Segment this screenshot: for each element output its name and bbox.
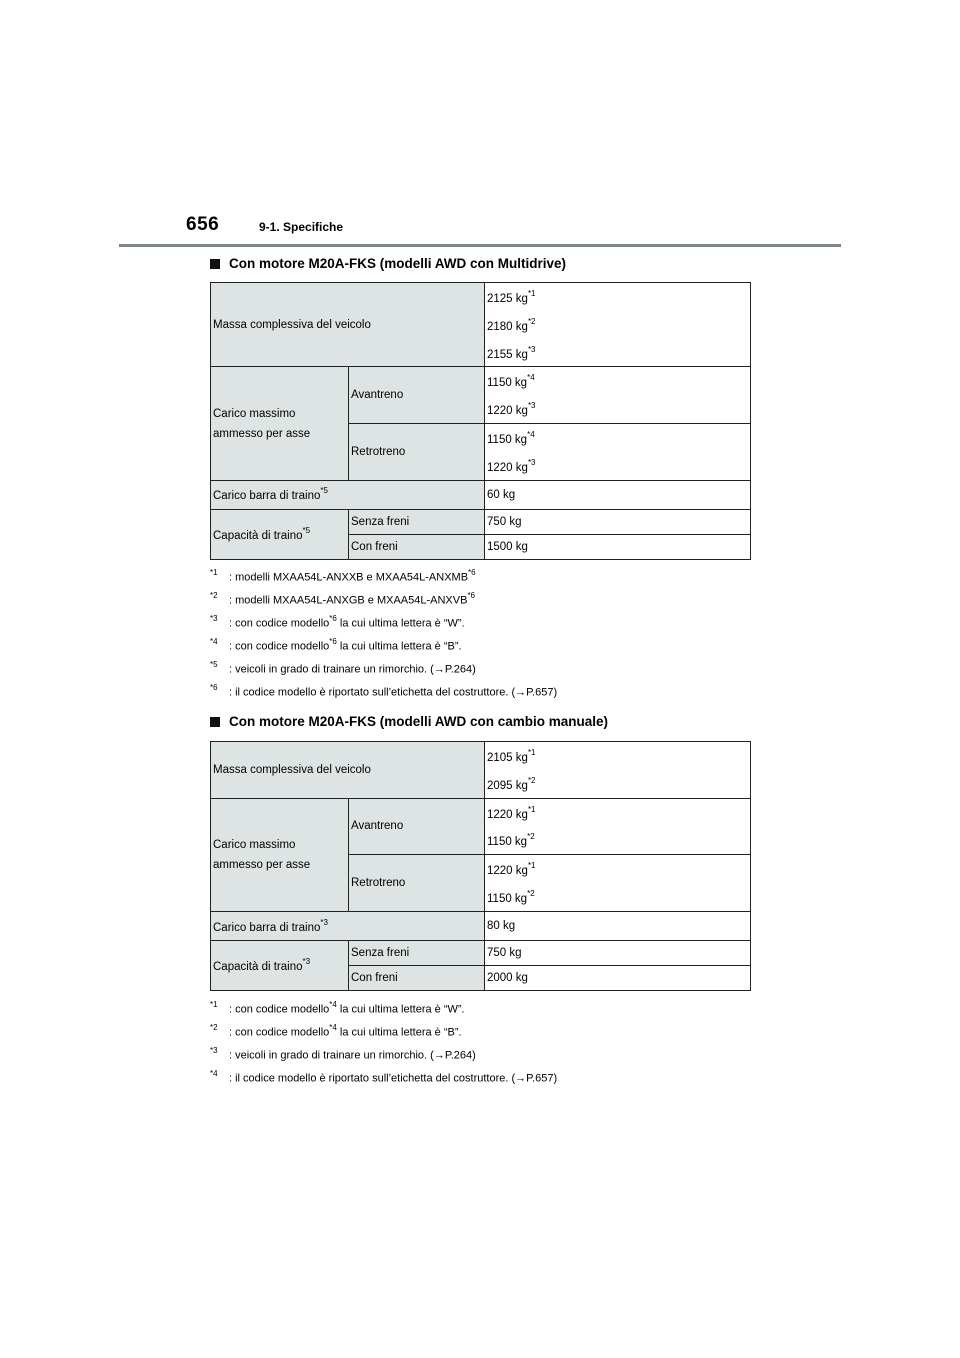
footnote-ref: *1 — [527, 748, 536, 757]
tow-bar-label: Carico barra di traino$^{*5}$ — [211, 480, 485, 509]
footnote-text: la cui ultima lettera è “B”. — [336, 1026, 462, 1039]
axle-label-line: ammesso per asse — [213, 427, 311, 440]
tow-bar-row — [211, 911, 751, 940]
footnote-text: la cui ultima lettera è “W”. — [336, 617, 465, 630]
axle-value: 1150 kg — [487, 377, 528, 390]
front-axle-row — [211, 367, 751, 424]
footnote-text: : veicoli in grado di trainare un rimorchio. ( — [229, 1049, 434, 1062]
footnote — [210, 677, 557, 700]
section2-heading — [210, 714, 608, 729]
footnote-mark: *6 — [210, 683, 218, 692]
no-brakes-label: Senza freni — [349, 509, 485, 534]
axle-value: 1150 kg — [487, 892, 528, 905]
arrow-right-icon: → — [433, 663, 445, 676]
footnote-mark: *4 — [210, 1069, 218, 1078]
footnote-text: : con codice modello — [229, 640, 330, 653]
axle-label-line: ammesso per asse — [213, 858, 311, 871]
towing-no-brakes-row — [211, 509, 751, 534]
footnote — [210, 562, 557, 585]
footnote — [210, 1063, 557, 1086]
rear-axle-label: Retrotreno — [349, 855, 485, 912]
page-reference-link[interactable]: P.264) — [444, 663, 476, 676]
footnote-ref: *3 — [320, 917, 328, 927]
no-brakes-value: 750 kg — [485, 509, 751, 534]
section2-title: Con motore M20A-FKS (modelli AWD con cambio manuale) — [229, 714, 609, 729]
tow-bar-label: Carico barra di traino$^{*3}$ — [211, 911, 485, 940]
footnote-text: : il codice modello è riportato sull’etichetta del costruttore. ( — [229, 1072, 516, 1085]
axle-value: 1150 kg — [487, 836, 528, 849]
mass-values — [485, 283, 751, 367]
mass-value: 2095 kg — [487, 779, 528, 792]
brakes-label: Con freni — [349, 965, 485, 990]
footnote — [210, 608, 557, 631]
tow-bar-value: 80 kg — [485, 911, 751, 940]
footnote-ref: *4 — [329, 1000, 337, 1009]
section1-heading — [210, 256, 566, 271]
mass-values — [485, 742, 751, 799]
section-label: 9-1. Specifiche — [259, 220, 344, 234]
mass-value: 2125 kg — [487, 292, 528, 305]
tow-bar-value: 60 kg — [485, 480, 751, 509]
footnote-ref: *5 — [320, 486, 328, 496]
footnote-ref: *2 — [527, 832, 535, 842]
footnote-text: : modelli MXAA54L-ANXXB e MXAA54L-ANXMB — [229, 571, 469, 584]
axle-label-line: Carico massimo — [213, 838, 296, 851]
section1-footnotes — [210, 562, 557, 700]
footnote-ref: *3 — [302, 957, 311, 967]
footnote-ref: *6 — [329, 614, 337, 623]
page-reference-link[interactable]: P.657) — [526, 686, 558, 699]
axle-load-label — [211, 367, 349, 480]
footnote — [210, 1040, 557, 1063]
footnote-text: la cui ultima lettera è “B”. — [336, 640, 462, 653]
section2-spec-table — [210, 741, 751, 991]
no-brakes-label: Senza freni — [349, 940, 485, 965]
footnote-ref: *5 — [302, 525, 311, 535]
footnote-text: : il codice modello è riportato sull’etichetta del costruttore. ( — [229, 686, 516, 699]
footnote-text: : con codice modello — [229, 617, 330, 630]
bullet-square-icon — [210, 259, 220, 269]
footnote-mark: *3 — [210, 1046, 218, 1055]
footnote-ref: *3 — [527, 457, 536, 467]
mass-label: Massa complessiva del veicolo — [211, 742, 485, 799]
section2-footnotes — [210, 994, 557, 1086]
footnote-ref: *6 — [467, 591, 475, 600]
axle-value: 1150 kg — [487, 433, 528, 446]
footnote-mark: *3 — [210, 614, 218, 623]
section1-spec-table — [210, 282, 751, 560]
towing-no-brakes-row — [211, 940, 751, 965]
axle-load-label — [211, 798, 349, 911]
header-rule — [119, 244, 841, 247]
brakes-label: Con freni — [349, 534, 485, 559]
page-reference-link[interactable]: P.264) — [444, 1049, 476, 1062]
axle-value: 1220 kg — [487, 405, 528, 418]
rear-axle-values — [485, 424, 751, 481]
footnote-ref: *2 — [527, 775, 536, 785]
mass-value: 2155 kg — [487, 348, 528, 361]
footnote-ref: *1 — [527, 861, 536, 871]
footnote-ref: *4 — [329, 1023, 337, 1032]
mass-value: 2180 kg — [487, 320, 528, 333]
footnote-ref: *4 — [527, 373, 535, 383]
footnote-text: la cui ultima lettera è “W”. — [336, 1003, 465, 1016]
footnote-ref: *6 — [329, 637, 337, 646]
footnote-text: : veicoli in grado di trainare un rimorchio. ( — [229, 663, 434, 676]
axle-label-line: Carico massimo — [213, 407, 296, 420]
footnote — [210, 1017, 557, 1040]
footnote — [210, 654, 557, 677]
tow-bar-row — [211, 480, 751, 509]
front-axle-row — [211, 798, 751, 855]
footnote-ref: *2 — [527, 316, 536, 326]
footnote-ref: *3 — [527, 344, 536, 354]
footnote-mark: *5 — [210, 660, 218, 669]
arrow-right-icon: → — [515, 1072, 527, 1085]
mass-value: 2105 kg — [487, 751, 528, 764]
mass-row — [211, 742, 751, 799]
footnote-text: : con codice modello — [229, 1003, 330, 1016]
arrow-right-icon: → — [433, 1049, 445, 1062]
section1-title: Con motore M20A-FKS (modelli AWD con Multidrive) — [229, 256, 567, 271]
rear-axle-values — [485, 855, 751, 912]
axle-value: 1220 kg — [487, 808, 528, 821]
front-axle-values — [485, 798, 751, 855]
footnote — [210, 585, 557, 608]
footnote-ref: *6 — [468, 568, 476, 577]
footnote-text: : con codice modello — [229, 1026, 330, 1039]
footnote-mark: *4 — [210, 637, 218, 646]
footnote-ref: *1 — [527, 804, 536, 814]
front-axle-label: Avantreno — [349, 798, 485, 855]
mass-label: Massa complessiva del veicolo — [211, 283, 485, 367]
footnote-mark: *2 — [210, 591, 218, 600]
footnote-ref: *2 — [527, 889, 535, 899]
footnote-ref: *3 — [527, 401, 536, 411]
bullet-square-icon — [210, 717, 220, 727]
footnote-ref: *1 — [527, 289, 536, 298]
rear-axle-label: Retrotreno — [349, 424, 485, 481]
brakes-value: 2000 kg — [485, 965, 751, 990]
footnote — [210, 631, 557, 654]
footnote-mark: *1 — [210, 1000, 218, 1009]
footnote-ref: *4 — [527, 430, 535, 440]
page-reference-link[interactable]: P.657) — [526, 1072, 558, 1085]
brakes-value: 1500 kg — [485, 534, 751, 559]
mass-row — [211, 283, 751, 367]
axle-value: 1220 kg — [487, 865, 528, 878]
page-number: 656 — [186, 214, 220, 235]
towing-capacity-label: Capacità di traino$^{*3}$ — [211, 940, 349, 990]
no-brakes-value: 750 kg — [485, 940, 751, 965]
arrow-right-icon: → — [515, 686, 527, 699]
footnote — [210, 994, 557, 1017]
footnote-mark: *1 — [210, 568, 218, 577]
axle-value: 1220 kg — [487, 461, 528, 474]
towing-capacity-label: Capacità di traino$^{*5}$ — [211, 509, 349, 559]
footnote-text: : modelli MXAA54L-ANXGB e MXAA54L-ANXVB — [229, 594, 468, 607]
front-axle-values — [485, 367, 751, 424]
footnote-mark: *2 — [210, 1023, 218, 1032]
front-axle-label: Avantreno — [349, 367, 485, 424]
